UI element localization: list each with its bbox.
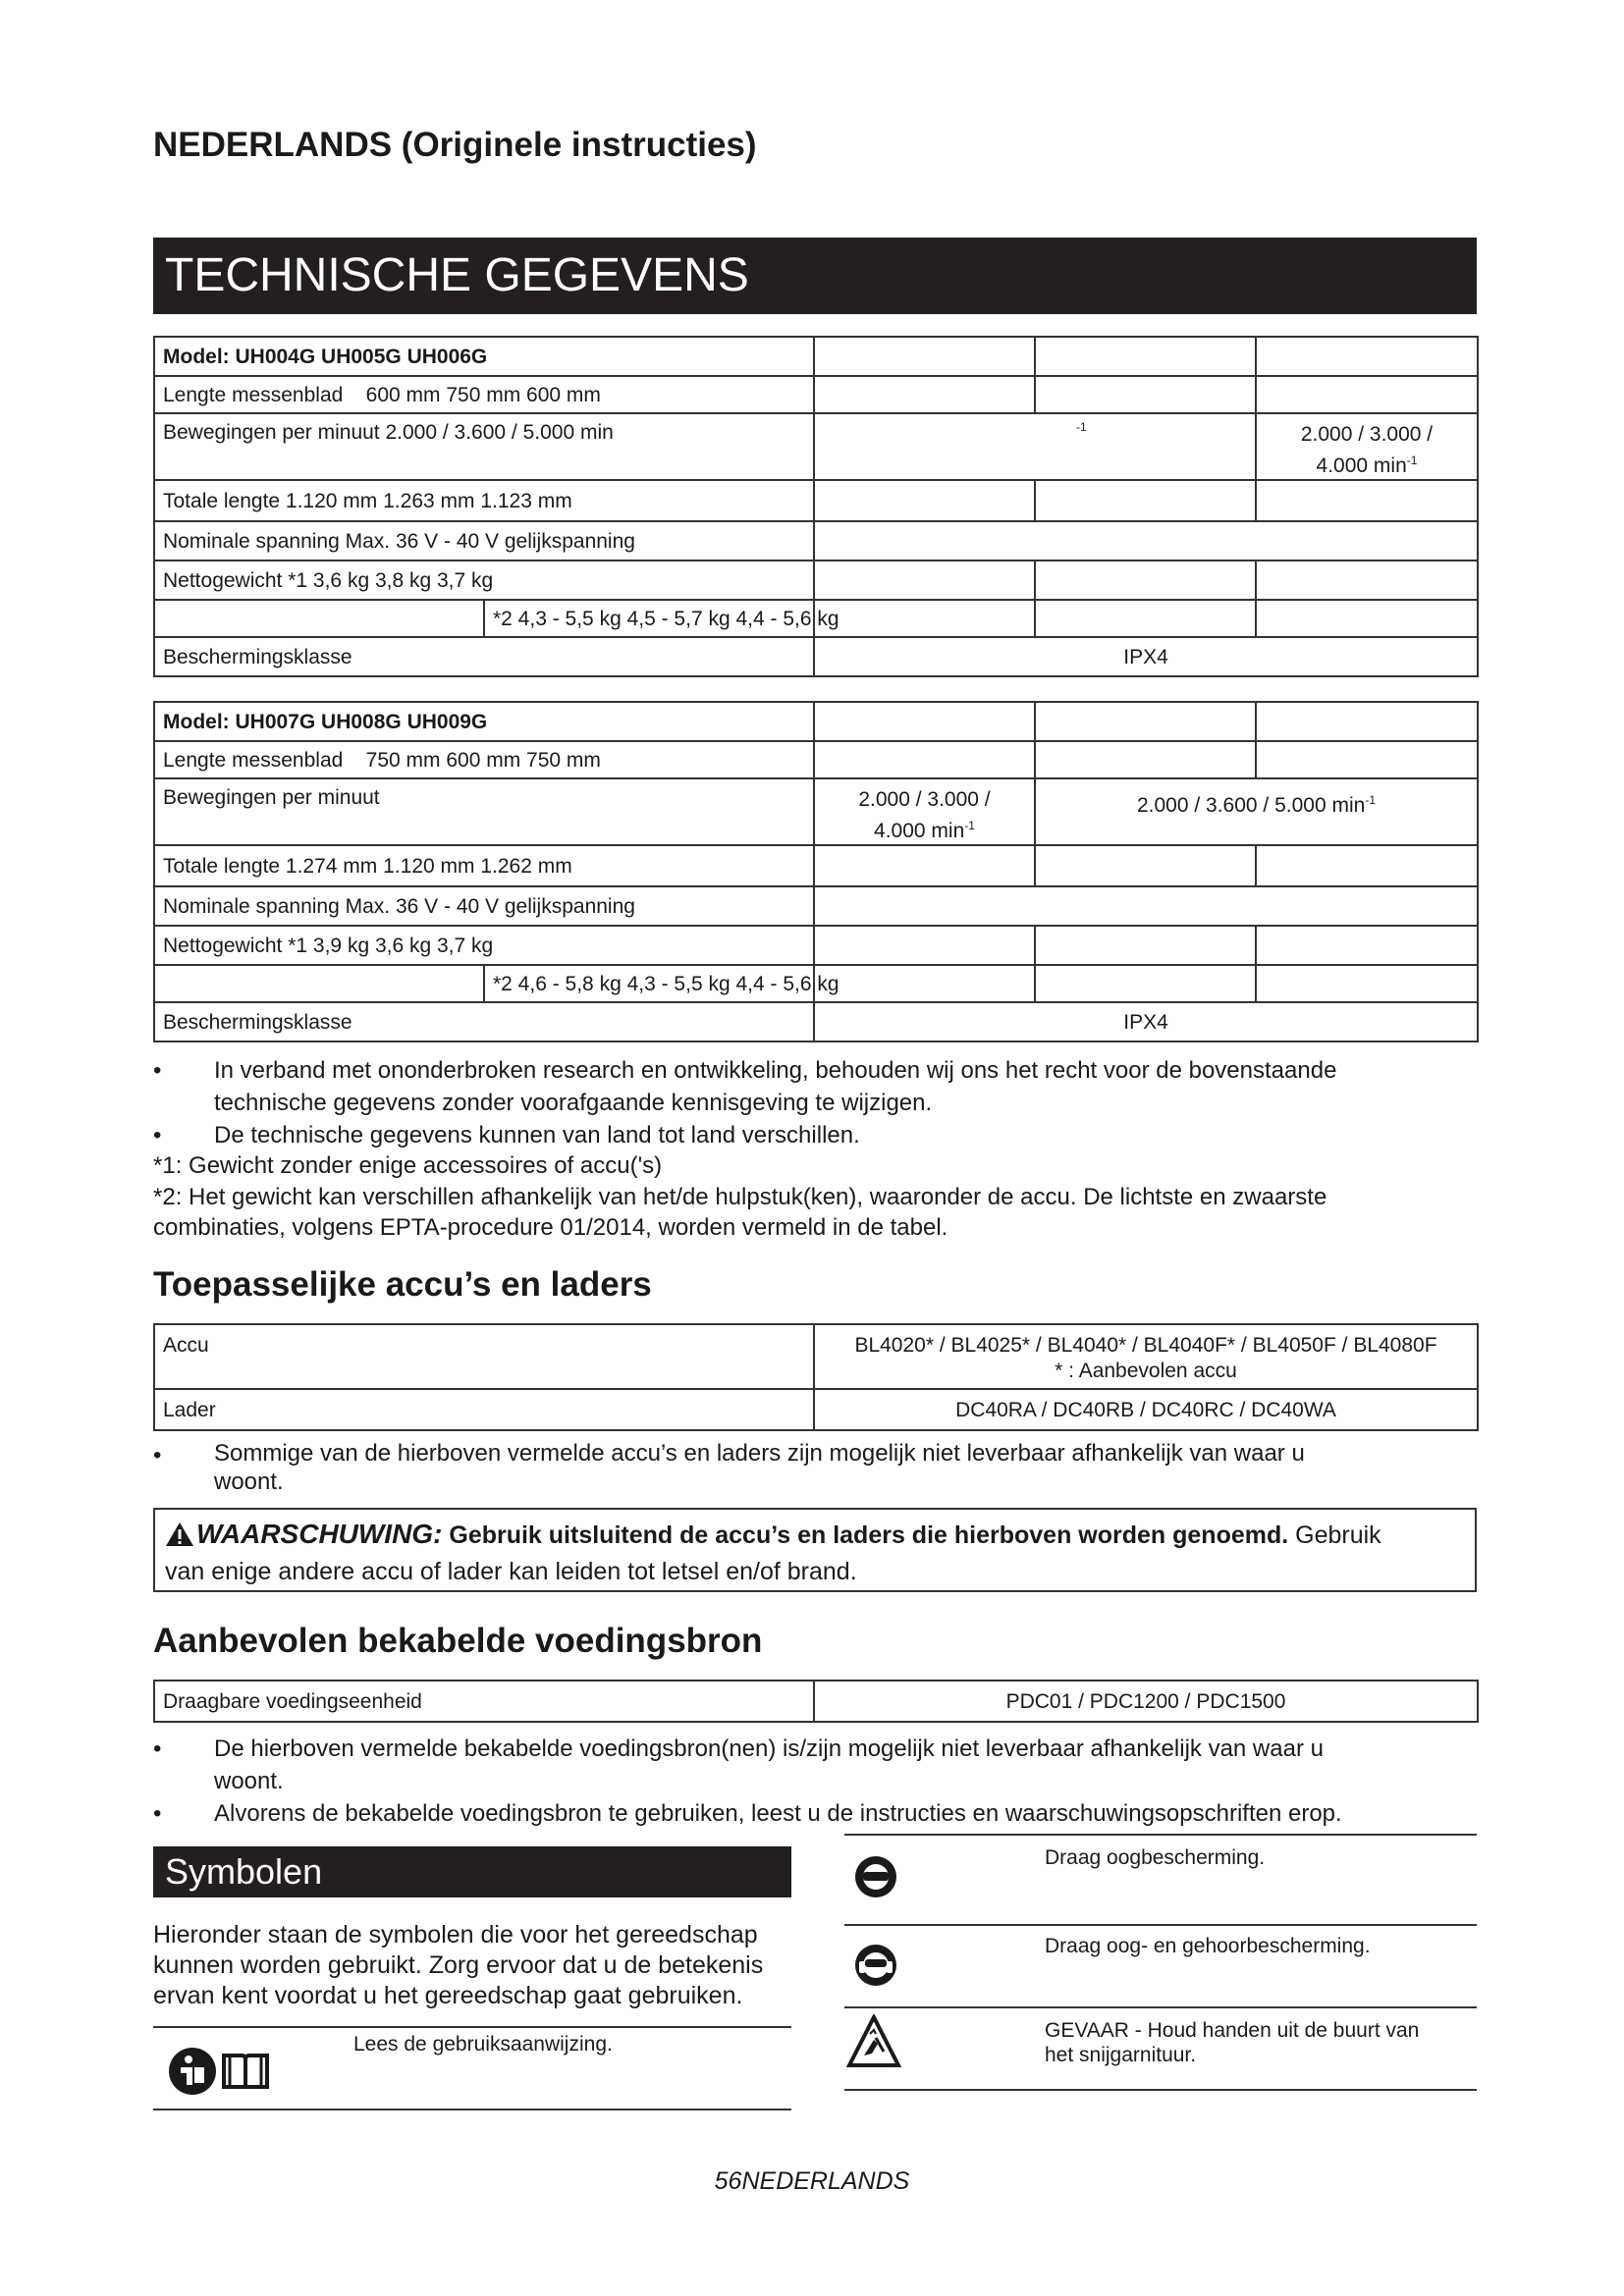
document-language-title: NEDERLANDS (Originele instructies) — [153, 126, 757, 164]
spec-table-1: Model: UH004G UH005G UH006G Lengte messenblad 600 mm 750 mm 600 mm Bewegingen per minuut 2.000 / 3.600 / 5.000 min $^{-1}$ 2.000 / 3.000 / 4.000 $\min^{-1}$ Totale lengte 1.120 mm 1.263 mm 1.123 mm Nominale spanning Max. 36 V - 40 V gelijkspanning Nettogewicht *1 3,6 kg 3,8 kg 3,7 kg *2 4,3 - 5,5 kg 4,5 - 5,7 kg 4,4 - 5,6 kg Beschermingsklasse IPX4 — [153, 336, 1479, 677]
accu-bullet-line2: woont. — [214, 1468, 284, 1495]
manual-symbol-label: Lees de gebruiksaanwijzing. — [353, 2033, 613, 2056]
table2-blade: Lengte messenblad 750 mm 600 mm 750 mm — [154, 741, 814, 778]
table1-protection-label: Beschermingsklasse — [154, 637, 814, 676]
accu-section-title: Toepasselijke accu’s en laders — [153, 1265, 652, 1304]
power-bullet-2-text: Alvorens de bekabelde voedingsbron te gebruiken, leest u de instructies en waarschuwingsopschriften erop. — [214, 1800, 1342, 1827]
table2-weight2: *2 4,6 - 5,8 kg 4,3 - 5,5 kg 4,4 - 5,6 kg — [484, 965, 814, 1002]
table1-strokes-c4-line2: 4.000 min — [1316, 454, 1407, 477]
symbols-intro-line3: ervan kent voordat u het gereedschap gaat gebruiken. — [153, 1982, 743, 2009]
eye-ear-protection-icon — [854, 1944, 897, 1992]
table2-model: Model: UH007G UH008G UH009G — [154, 702, 814, 741]
table1-strokes: Bewegingen per minuut 2.000 / 3.600 / 5.000 min — [154, 413, 814, 480]
accu-label: Accu — [154, 1324, 814, 1389]
table2-strokes-c2-line1: 2.000 / 3.000 / — [858, 788, 991, 811]
manual-symbol-icon — [165, 2042, 273, 2106]
footnote-2-line2: combinaties, volgens EPTA-procedure 01/2014, worden vermeld in de tabel. — [153, 1214, 948, 1241]
table2-total-length: Totale lengte 1.274 mm 1.120 mm 1.262 mm — [154, 845, 814, 886]
warning-bold-text: Gebruik uitsluitend de accu’s en laders die hierboven worden genoemd. — [442, 1522, 1289, 1549]
table1-protection-value: IPX4 — [814, 637, 1478, 676]
warning-rest-text: Gebruik — [1288, 1522, 1381, 1549]
table1-weight1: Nettogewicht *1 3,6 kg 3,8 kg 3,7 kg — [163, 569, 494, 592]
table1-strokes-unit-sup: -1 — [1075, 420, 1087, 434]
note-bullet-1-line1: In verband met ononderbroken research en ontwikkeling, behouden wij ons het recht voor de bovenstaande — [214, 1057, 1337, 1084]
warning-label: WAARSCHUWING: — [196, 1519, 443, 1549]
charger-label: Lader — [154, 1389, 814, 1430]
danger-hands-line1: GEVAAR - Houd handen uit de buurt van — [1045, 2019, 1420, 2042]
table1-weight2: *2 4,3 - 5,5 kg 4,5 - 5,7 kg 4,4 - 5,6 kg — [484, 600, 814, 637]
eye-ear-protection-label: Draag oog- en gehoorbescherming. — [1045, 1935, 1371, 1957]
table2-voltage: Nominale spanning Max. 36 V - 40 V gelijkspanning — [154, 886, 814, 926]
power-bullet-1-line2: woont. — [214, 1768, 284, 1794]
table2-protection-label: Beschermingsklasse — [154, 1002, 814, 1041]
table2-weight1: Nettogewicht *1 3,9 kg 3,6 kg 3,7 kg — [163, 934, 494, 957]
table1-voltage: Nominale spanning Max. 36 V - 40 V gelijkspanning — [154, 521, 814, 561]
footnote-1: *1: Gewicht zonder enige accessoires of accu('s) — [153, 1152, 663, 1179]
danger-hands-icon — [846, 2014, 901, 2074]
power-bullet-2: • Alvorens de bekabelde voedingsbron te gebruiken, leest u de instructies en waarschuwingsopschriften erop. — [153, 1797, 1547, 1830]
note-bullet-2-text: De technische gegevens kunnen van land tot land verschillen. — [214, 1122, 860, 1148]
warning-line2: van enige andere accu of lader kan leiden tot letsel en/of brand. — [165, 1558, 857, 1585]
table1-total-length: Totale lengte 1.120 mm 1.263 mm 1.123 mm — [154, 480, 814, 521]
accu-bullet-line1: Sommige van de hierboven vermelde accu’s en laders zijn mogelijk niet leverbaar afhankelijk van waar u — [214, 1440, 1305, 1467]
table1-blade: Lengte messenblad 600 mm 750 mm 600 mm — [154, 376, 814, 413]
note-bullet-1-line2: technische gegevens zonder voorafgaande kennisgeving te wijzigen. — [214, 1090, 933, 1116]
charger-value: DC40RA / DC40RB / DC40RC / DC40WA — [814, 1389, 1478, 1430]
power-label: Draagbare voedingseenheid — [154, 1681, 814, 1722]
accu-table — [153, 1323, 1479, 1431]
divider — [844, 1834, 1477, 1836]
power-value: PDC01 / PDC1200 / PDC1500 — [814, 1681, 1478, 1722]
page-footer: 56NEDERLANDS — [714, 2167, 910, 2195]
table2-protection-value: IPX4 — [814, 1002, 1478, 1041]
table1-strokes-c4-line1: 2.000 / 3.000 / — [1300, 423, 1434, 446]
table1-model: Model: UH004G UH005G UH006G — [154, 337, 814, 376]
accu-note: * : Aanbevolen accu — [1055, 1360, 1237, 1382]
note-bullet-2: • De technische gegevens kunnen van land tot land verschillen. — [153, 1119, 1528, 1151]
table2-strokes-c34: 2.000 / 3.600 / 5.000 min — [1136, 794, 1366, 817]
symbols-intro — [153, 1920, 801, 2011]
symbols-intro-line1: Hieronder staan de symbolen die voor het gereedschap — [153, 1921, 758, 1949]
table2-strokes-c2-line2: 4.000 min — [874, 820, 965, 842]
divider — [844, 2089, 1477, 2091]
danger-hands-label — [1045, 2018, 1419, 2067]
power-section-title: Aanbevolen bekabelde voedingsbron — [153, 1622, 763, 1660]
table2-strokes: Bewegingen per minuut — [154, 778, 814, 845]
symbols-intro-line2: kunnen worden gebruikt. Zorg ervoor dat u de betekenis — [153, 1951, 764, 1979]
warning-icon — [165, 1522, 194, 1556]
divider — [844, 1924, 1477, 1926]
power-table — [153, 1680, 1479, 1723]
eye-protection-icon — [854, 1855, 897, 1903]
note-bullet-1: • In verband met ononderbroken research en ontwikkeling, behouden wij ons het recht voor de bovenstaande technische gegevens zonder voorafgaande kennisgeving te wijzigen. — [153, 1054, 1528, 1123]
accu-value: BL4020* / BL4025* / BL4040* / BL4040F* / BL4050F / BL4080F — [854, 1334, 1437, 1357]
warning-box — [153, 1508, 1477, 1592]
divider — [153, 2026, 791, 2028]
symbols-banner: Symbolen — [153, 1846, 791, 1897]
accu-bullet: • Sommige van de hierboven vermelde accu’s en laders zijn mogelijk niet leverbaar afhankelijk van waar u woont. — [153, 1440, 1305, 1495]
specs-banner: TECHNISCHE GEGEVENS — [153, 238, 1477, 314]
spec-table-2: Model: UH007G UH008G UH009G Lengte messenblad 750 mm 600 mm 750 mm Bewegingen per minuut 2.000 / 3.000 / 4.000 $\min^{-1}$ 2.000 / 3.600 / 5.000 $\min^{-1}$ Totale lengte 1.274 mm 1.120 mm 1.262 mm Nominale spanning Max. 36 V - 40 V gelijkspanning Nettogewicht *1 3,9 kg 3,6 kg 3,7 kg *2 4,6 - 5,8 kg 4,3 - 5,5 kg 4,4 - 5,6 kg Beschermingsklasse IPX4 — [153, 701, 1479, 1042]
danger-hands-line2: het snijgarnituur. — [1045, 2044, 1197, 2066]
divider — [844, 2006, 1477, 2008]
divider — [153, 2109, 791, 2110]
power-bullet-1: • De hierboven vermelde bekabelde voedingsbron(nen) is/zijn mogelijk niet leverbaar afhankelijk van waar u woont. — [153, 1733, 1547, 1797]
eye-protection-label: Draag oogbescherming. — [1045, 1846, 1266, 1869]
footnote-2-line1: *2: Het gewicht kan verschillen afhankelijk van het/de hulpstuk(ken), waaronder de accu. De lichtste en zwaarste — [153, 1184, 1327, 1210]
power-bullet-1-line1: De hierboven vermelde bekabelde voedingsbron(nen) is/zijn mogelijk niet leverbaar afhankelijk van waar u — [214, 1735, 1324, 1762]
